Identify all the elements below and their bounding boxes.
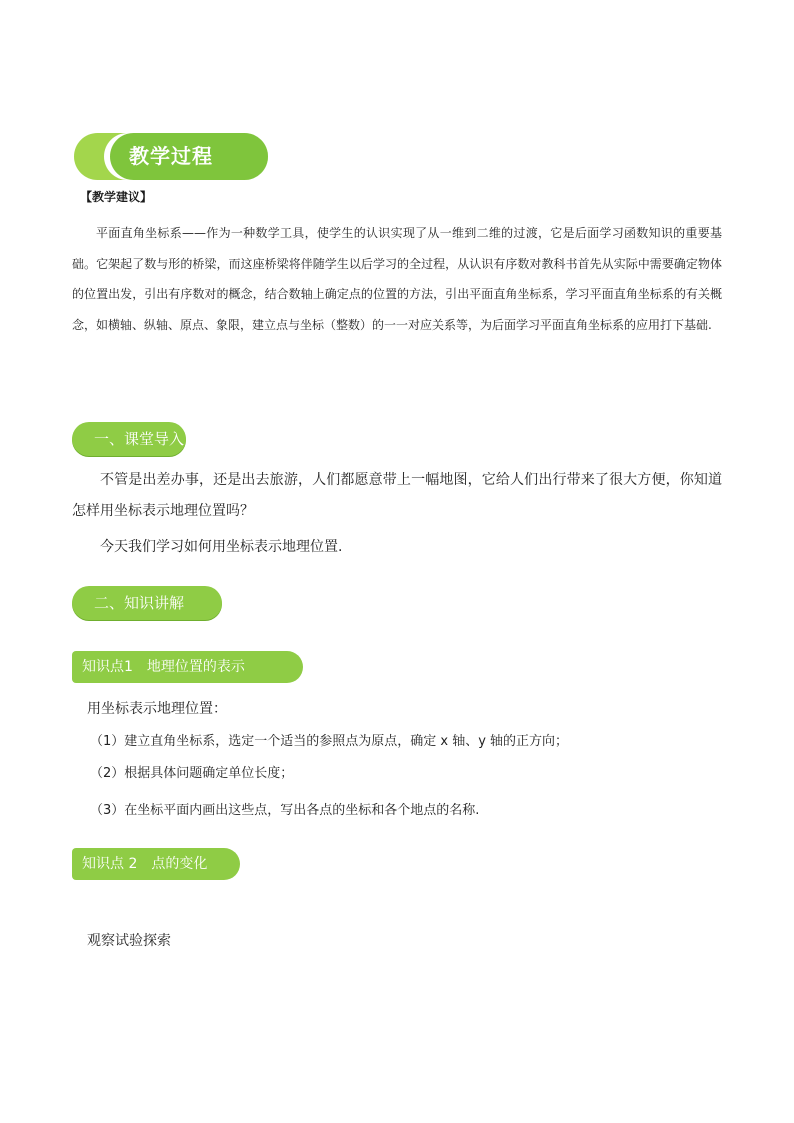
knowledge-point-1-tab: 知识点1 地理位置的表示 (72, 651, 303, 683)
knowledge-point-2-intro: 观察试验探索 (87, 933, 171, 949)
page-title: 教学过程 (129, 144, 213, 168)
teaching-advice-label: 【教学建议】 (80, 190, 153, 204)
list-item: （2）根据具体问题确定单位长度； (90, 766, 294, 781)
main-title-banner (74, 133, 268, 180)
list-item: （1）建立直角坐标系，选定一个适当的参照点为原点，确定 x 轴、y 轴的正方向； (90, 734, 569, 749)
section-heading-intro: 一、课堂导入 (72, 422, 186, 456)
intro-paragraph: 不管是出差办事，还是出去旅游，人们都愿意带上一幅地图，它给人们出行带来了很大方便，你知道怎样用坐标表示地理位置吗？ (72, 472, 722, 519)
section-heading-knowledge: 二、知识讲解 (72, 586, 222, 620)
knowledge-point-2-tab: 知识点 2 点的变化 (72, 848, 240, 880)
teaching-advice-paragraph: 平面直角坐标系——作为一种数学工具，使学生的认识实现了从一维到二维的过渡，它是后面学习函数知识的重要基础。它架起了数与形的桥梁，而这座桥梁将伴随学生以后学习的全过程，从认识有序数对教科书首先从实际中需要确定物体的位置出发，引出有序数对的概念，结合数轴上确定点的位置的方法，引出平面直角坐标系，学习平面直角坐标系的有关概念，如横轴、纵轴、原点、象限，建立点与坐标（整数）的一一对应关系等，为后面学习平面直角坐标系的应用打下基础. (72, 226, 722, 332)
knowledge-point-1-intro: 用坐标表示地理位置： (87, 701, 227, 717)
intro-today-text: 今天我们学习如何用坐标表示地理位置. (100, 539, 343, 555)
list-item: （3）在坐标平面内画出这些点，写出各点的坐标和各个地点的名称. (90, 803, 480, 818)
